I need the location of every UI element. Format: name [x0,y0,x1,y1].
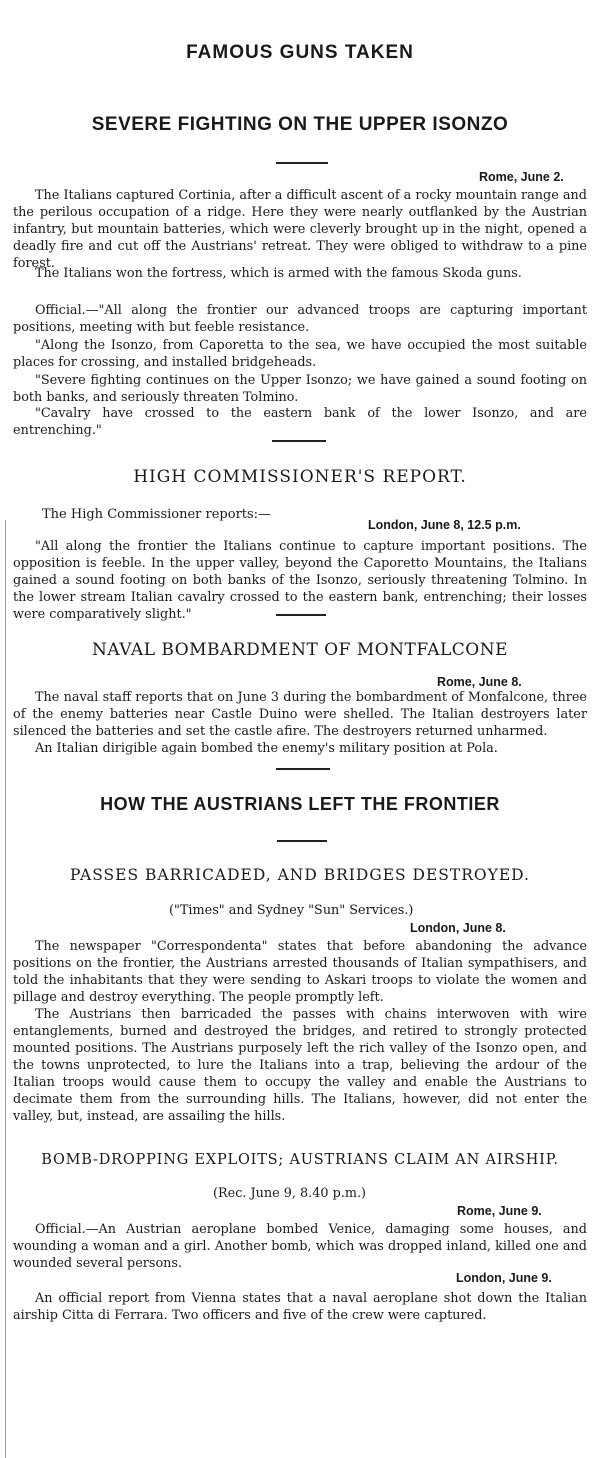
article1-paragraph-4: "Along the Isonzo, from Caporetta to the sea, we have occupied the most suitable places for crossing, and installed bridgeheads. [13,338,587,370]
article3-paragraph-1: The naval staff reports that on June 3 during the bombardment of Monfalcone, three of the enemy batteries near Castle Duino were shelled. The Italian destroyers later silenced the batteries and set the castle afire. The destroyers returned unharmed. [13,690,587,739]
article4-dateline: London, June 8. [410,921,506,935]
divider-rule [277,840,327,842]
article5-received: (Rec. June 9, 8.40 p.m.) [213,1186,367,1201]
article5-dateline-2: London, June 9. [456,1271,552,1285]
divider-rule [272,440,326,442]
headline: FAMOUS GUNS TAKEN [186,42,414,63]
article3-title: NAVAL BOMBARDMENT OF MONTFALCONE [92,640,508,660]
article4-paragraph-1: The newspaper "Correspondenta" states that before abandoning the advance positions on the frontier, the Austrians arrested thousands of Italian sympathisers, and told the inhabitants that they were sending to Askari troops to violate the women and pillage and destroy everything. The people promptly left. [13,939,587,1005]
article1-paragraph-6: "Cavalry have crossed to the eastern bank of the lower Isonzo, and are entrenching." [13,406,587,438]
column-rule [5,520,6,1458]
article1-paragraph-2: The Italians won the fortress, which is armed with the famous Skoda guns. [35,266,522,281]
article1-paragraph-1: The Italians captured Cortinia, after a difficult ascent of a rocky mountain range and the perilous occupation of a ridge. Here they were nearly outflanked by the Austrian infantry, but mountain batteries, which were cleverly brought up in the night, opened a deadly fire and cut off the Austrians' retreat. They were obliged to withdraw to a pine forest. [13,188,587,271]
article5-paragraph-1: Official.—An Austrian aeroplane bombed Venice, damaging some houses, and wounding a woman and a girl. Another bomb, which was dropped inland, killed one and wounded several persons. [13,1222,587,1271]
article1-title: SEVERE FIGHTING ON THE UPPER ISONZO [91,114,509,135]
article3-dateline: Rome, June 8. [437,675,522,689]
article1-paragraph-5: "Severe fighting continues on the Upper Isonzo; we have gained a sound footing on both banks, and seriously threaten Tolmino. [13,373,587,405]
divider-rule [276,768,330,770]
article1-dateline: Rome, June 2. [479,170,564,184]
divider-rule [276,614,326,616]
article2-intro: The High Commissioner reports:— [42,507,272,522]
article4-source: ("Times" and Sydney "Sun" Services.) [169,903,414,918]
article5-dateline-1: Rome, June 9. [457,1204,542,1218]
article5-paragraph-2: An official report from Vienna states that a naval aeroplane shot down the Italian airship Citta di Ferrara. Two officers and five of the crew were captured. [13,1291,587,1323]
article4-paragraph-2: The Austrians then barricaded the passes with chains interwoven with wire entanglements, burned and destroyed the bridges, and retired to strongly protected mounted positions. The Austrians purposely left the rich valley of the Isonzo open, and the towns unprotected, to lure the Italians into a trap, believing the ardour of the Italian troops would cause them to occupy the valley and enable the Austrians to decimate them from the surrounding hills. The Italians, however, did not enter the valley, but, instead, are assailing the hills. [13,1007,587,1124]
article2-title: HIGH COMMISSIONER'S REPORT. [133,467,467,487]
article2-paragraph-1: "All along the frontier the Italians continue to capture important positions. The opposition is feeble. In the upper valley, beyond the Caporetto Mountains, the Italians gained a sound footing on both banks of the Isonzo, seriously threatening Tolmino. In the lower stream Italian cavalry crossed to the eastern bank, entrenching; their losses were comparatively slight." [13,539,587,622]
article4-title: HOW THE AUSTRIANS LEFT THE FRONTIER [100,794,500,814]
article2-dateline: London, June 8, 12.5 p.m. [368,518,521,532]
article1-paragraph-3: Official.—"All along the frontier our advanced troops are capturing important positions, meeting with but feeble resistance. [13,303,587,335]
article5-title: BOMB-DROPPING EXPLOITS; AUSTRIANS CLAIM AN AIRSHIP. [41,1152,559,1168]
article4-subtitle: PASSES BARRICADED, AND BRIDGES DESTROYED. [70,866,530,884]
article3-paragraph-2: An Italian dirigible again bombed the enemy's military position at Pola. [35,741,498,756]
divider-rule [276,162,328,164]
